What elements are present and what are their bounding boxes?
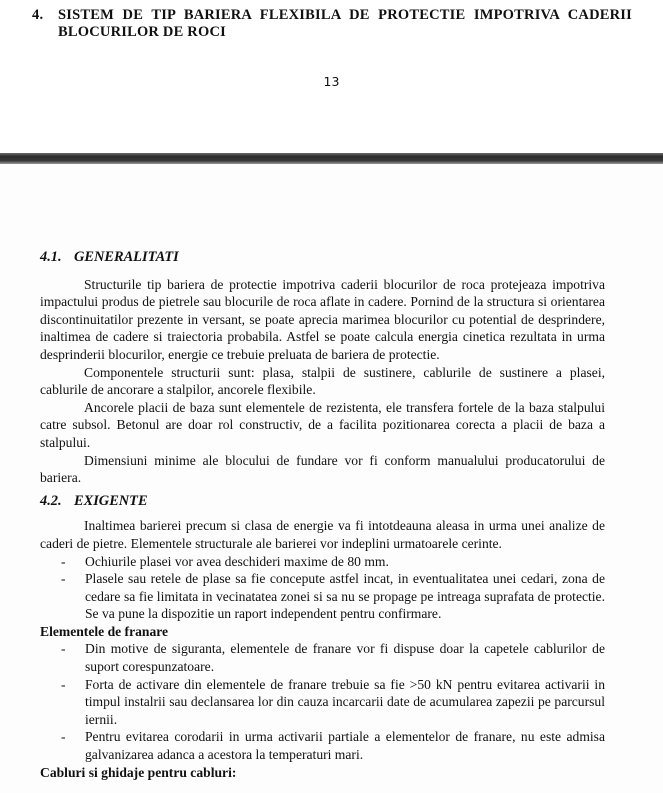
- subheading-cables: Cabluri si ghidaje pentru cabluri:: [40, 764, 237, 780]
- page-separator: [0, 153, 663, 164]
- chapter-title: SISTEM DE TIP BARIERA FLEXIBILA DE PROTECTIE IMPOTRIVA CADERII BLOCURILOR DE ROCI: [58, 7, 632, 40]
- chapter-number: 4.: [32, 7, 44, 23]
- previous-page-fragment: [0, 0, 663, 154]
- section-title: GENERALITATI: [74, 249, 179, 265]
- list-item: [40, 553, 605, 571]
- list-item-text: Plasele sau retele de plase sa fie concepute astfel incat, in eventualitatea unei cedari, zona de cedare sa fie limitata in vecinatatea zonei si sa nu se propage pe intreaga suprafata de protectie. Se va pune la dispozitie un raport independent pentru confirmare.: [85, 571, 605, 622]
- list-item: [40, 676, 605, 729]
- paragraph: Inaltimea barierei precum si clasa de energie va fi intotdeauna aleasa in urma unei analize de caderi de pietre. Elementele structurale ale barierei vor indeplini urmatoarele cerinte.: [40, 518, 605, 551]
- paragraph: Dimensiuni minime ale blocului de fundare vor fi conform manualului producatorului de bariera.: [40, 452, 605, 486]
- section-number: 4.1.: [40, 249, 62, 265]
- paragraph: Componentele structurii sunt: plasa, stalpii de sustinere, cablurile de sustinere a plasei, cablurile de ancorare a stalpilor, ancorele flexibile.: [40, 364, 605, 398]
- braking-list: [40, 640, 605, 763]
- list-item-text: Din motive de siguranta, elementele de franare vor fi dispuse doar la capetele cablurilor de suport corespunzatoare.: [85, 641, 605, 675]
- section-number: 4.2.: [40, 492, 62, 509]
- subheading-braking-elements: Elementele de franare: [40, 623, 169, 639]
- list-item-text: Pentru evitarea corodarii in urma activarii partiale a elementelor de franare, nu este admisa galvanizarea adanca a acestora la temperaturi mari.: [85, 729, 605, 763]
- paragraph: Structurile tip bariera de protectie impotriva caderii blocurilor de roca protejeaza impotriva impactului produs de pietrele sau blocurile de roca aflate in cadere. Pornind de la structura si orientarea discontinuitatilor prezente in versant, se poate aprecia marimea blocurilor cu potential de desprindere, inaltimea de cadere si traiectoria probabila. Astfel se poate calcula energia cinetica rezultata in urma desprinderii blocurilor, energie ce trebuie preluata de bariera de protectie.: [40, 276, 605, 362]
- chapter-heading: [32, 7, 632, 41]
- dash-bullet-icon: -: [61, 553, 66, 569]
- page-content: [40, 249, 605, 781]
- list-item: [40, 640, 605, 675]
- list-item: [40, 570, 605, 623]
- dash-bullet-icon: -: [61, 571, 66, 587]
- dash-bullet-icon: -: [61, 641, 66, 657]
- list-item-text: Ochiurile plasei vor avea deschideri maxime de 80 mm.: [85, 553, 389, 569]
- dash-bullet-icon: -: [61, 729, 66, 745]
- paragraph: Ancorele placii de baza sunt elementele de rezistenta, ele transfera fortele de la baza stalpului catre subsol. Betonul are doar rol constructiv, de a facilita pozitionarea corecta a placii de baza a stalpului.: [40, 399, 605, 450]
- list-item-text: Forta de activare din elementele de franare trebuie sa fie >50 kN pentru evitarea activarii in timpul instalrii sau declansarea lor din cauza incarcarii date de acumularea zapezii pe parcursul iernii.: [85, 676, 605, 727]
- section-title: EXIGENTE: [74, 492, 148, 509]
- section-heading-generalitati: [40, 249, 605, 267]
- section-heading-exigente: [40, 493, 605, 511]
- dash-bullet-icon: -: [61, 676, 66, 692]
- page-number: 13: [323, 74, 340, 89]
- requirements-list: [40, 553, 605, 623]
- list-item: [40, 728, 605, 763]
